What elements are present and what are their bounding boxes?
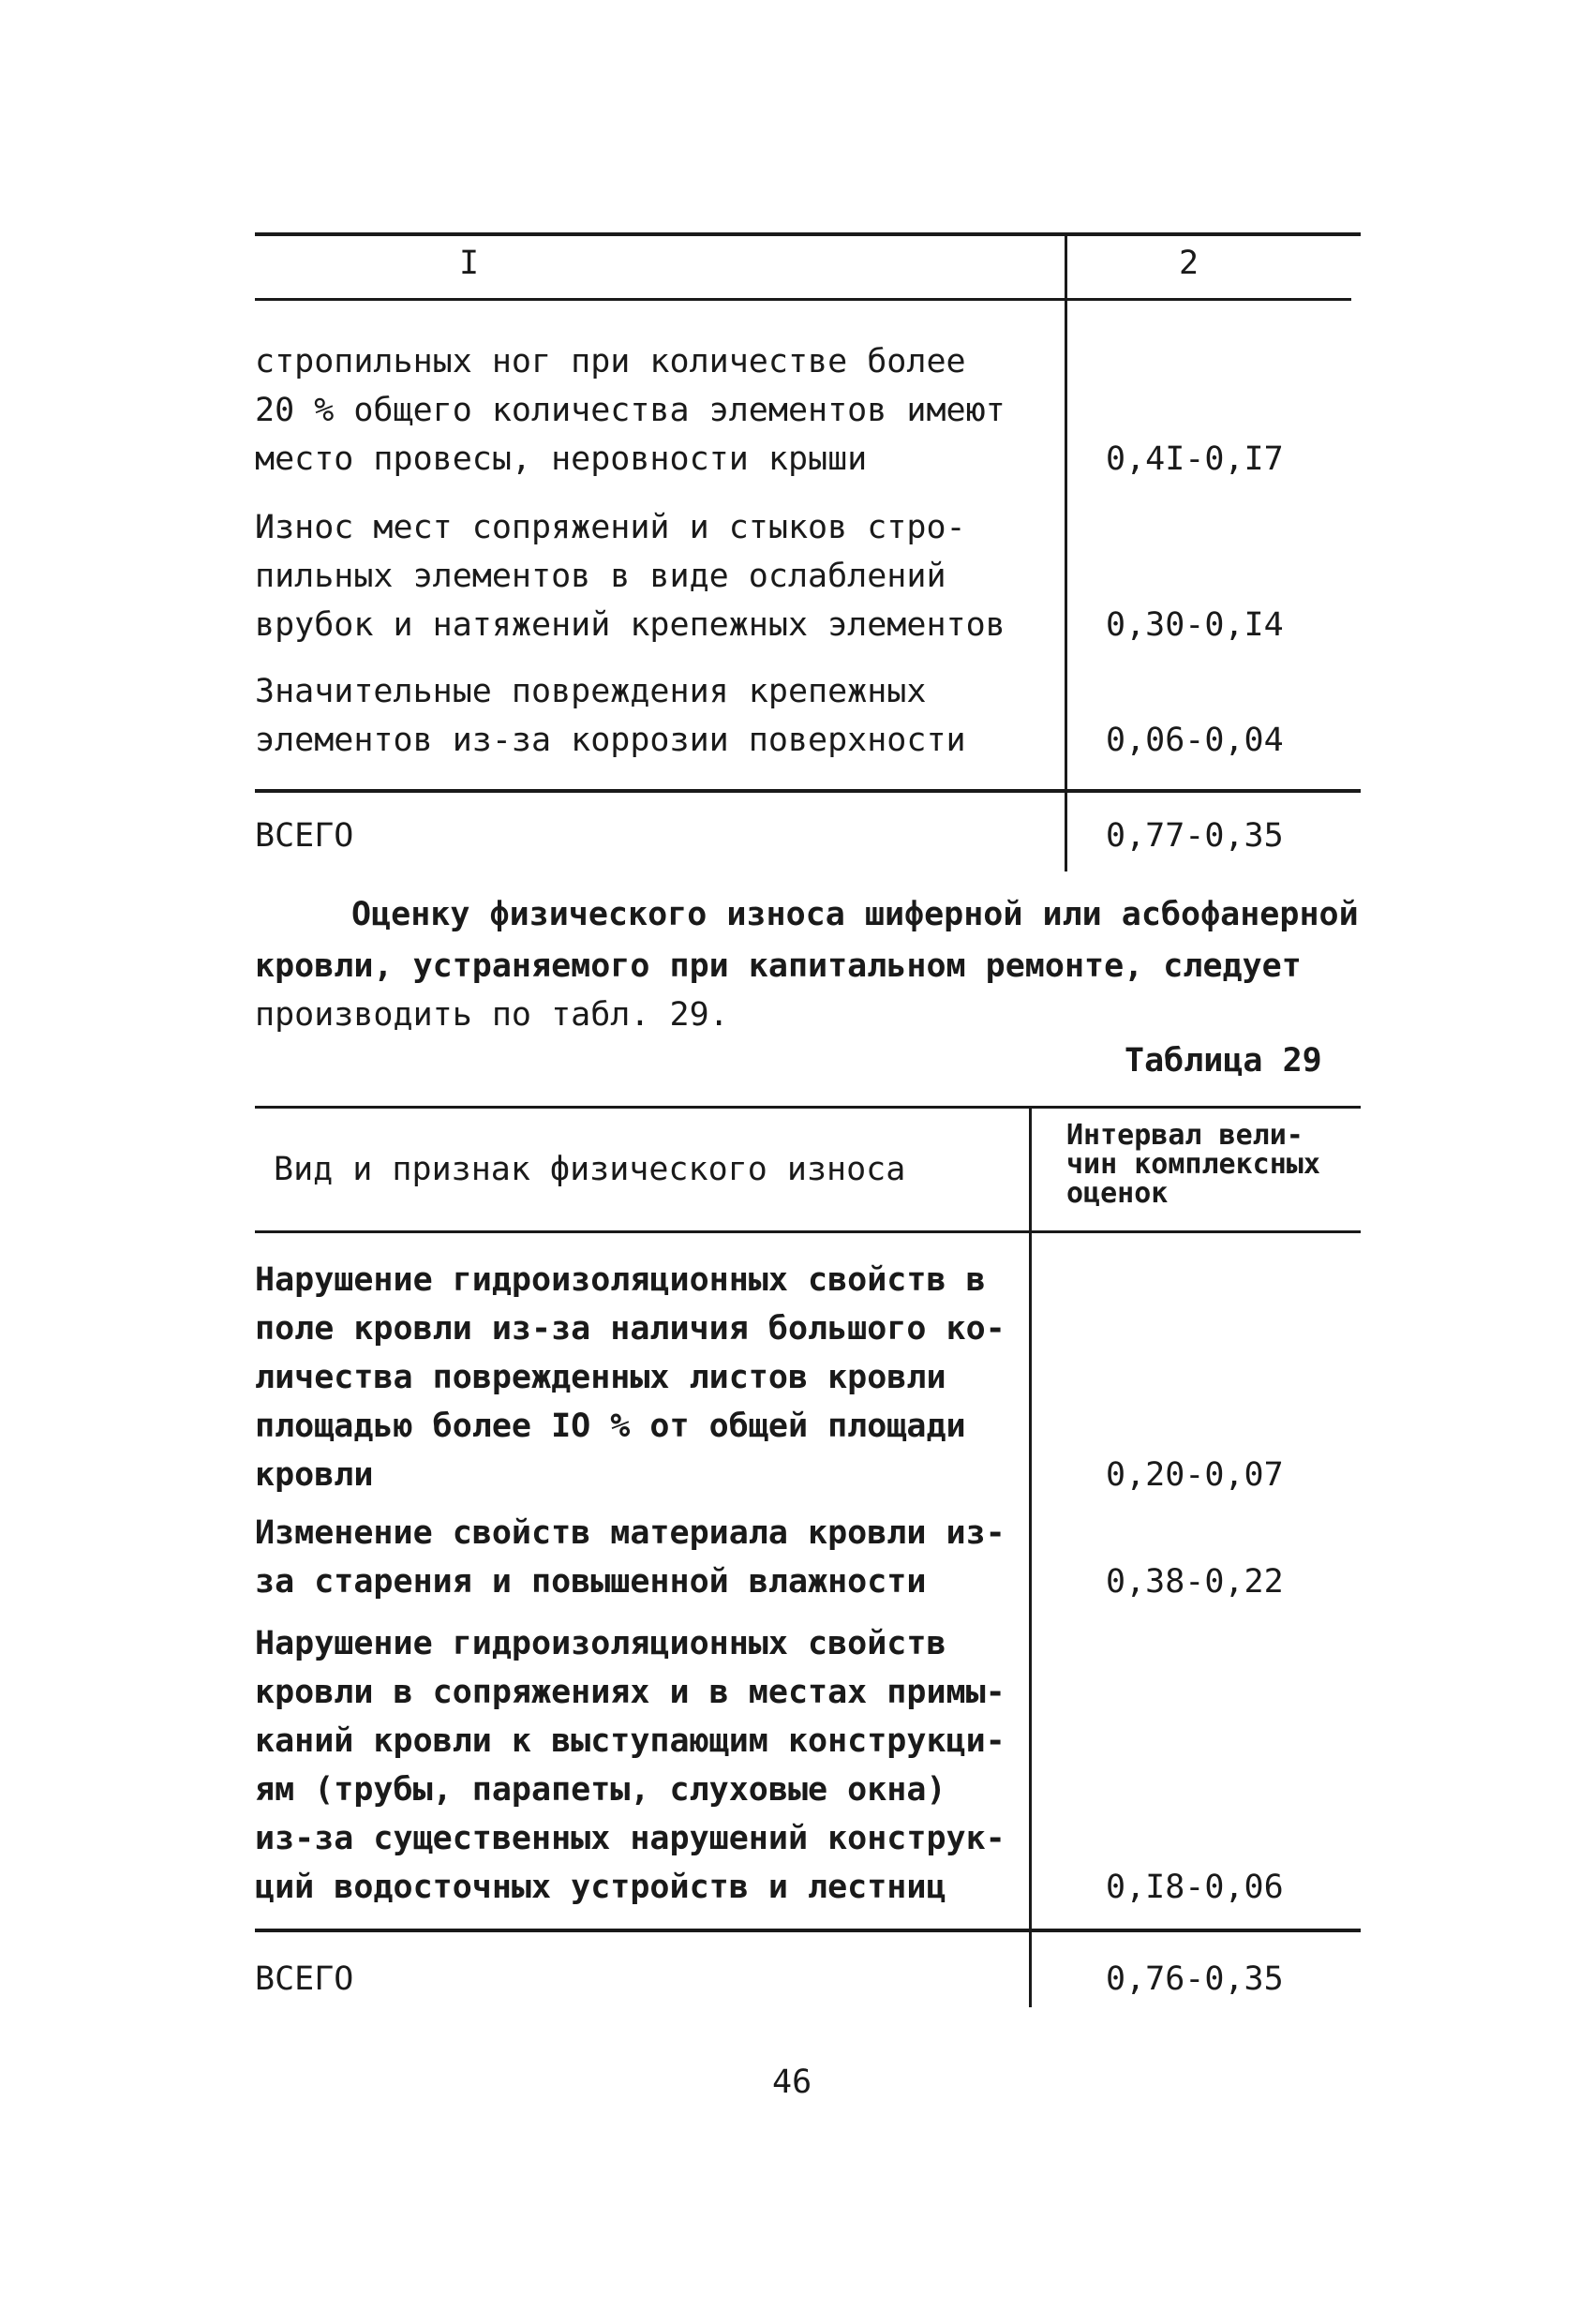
table2-caption: Таблица 29 bbox=[1125, 1042, 1322, 1080]
table2-header-col2: Интервал вели- чин комплексных оценок bbox=[1066, 1119, 1320, 1210]
table1-row-2-text: Износ мест сопряжений и стыков стро- пильных элементов в виде ослаблений врубок и натяжений крепежных элементов bbox=[255, 509, 1006, 644]
table1-header-col1: I bbox=[459, 245, 480, 282]
table2-top-rule bbox=[255, 1106, 1361, 1109]
table2-row-3-text: Нарушение гидроизоляционных свойств кровли в сопряжениях и в местах примы- каний кровли к выступающим конструкци- ям (трубы, парапеты, слуховые окна) из-за существенных нарушений конструк- ций водосточных устройств и лестниц bbox=[255, 1625, 1006, 1906]
paragraph-line-1: Оценку физического износа шиферной или асбофанерной bbox=[351, 896, 1359, 933]
paragraph-line-2: кровли, устраняемого при капитальном ремонте, следует bbox=[255, 947, 1302, 985]
table2-row-2-text: Изменение свойств материала кровли из- за старения и повышенной влажности bbox=[255, 1514, 1006, 1601]
table1-total-label: ВСЕГО bbox=[255, 817, 354, 855]
table1-column-divider bbox=[1065, 234, 1067, 872]
table1-total-value: 0,77-0,35 bbox=[1106, 817, 1284, 855]
table1-total-rule bbox=[255, 789, 1361, 793]
table2-total-value: 0,76-0,35 bbox=[1106, 1960, 1284, 1998]
table2-header-rule bbox=[255, 1230, 1361, 1233]
table2-row-2-value: 0,38-0,22 bbox=[1106, 1563, 1284, 1601]
table1-row-3-text: Значительные повреждения крепежных элементов из-за коррозии поверхности bbox=[255, 673, 966, 759]
table1-top-rule bbox=[255, 232, 1361, 236]
page-number: 46 bbox=[772, 2063, 812, 2101]
table1-row-1-value: 0,4I-0,I7 bbox=[1106, 440, 1284, 478]
table1-header-col2: 2 bbox=[1179, 245, 1199, 282]
table1-header-rule bbox=[255, 298, 1351, 301]
table2-column-divider bbox=[1029, 1108, 1032, 2007]
table2-row-1-value: 0,20-0,07 bbox=[1106, 1456, 1284, 1494]
table2-row-3-value: 0,I8-0,06 bbox=[1106, 1869, 1284, 1906]
table1-row-1-text: стропильных ног при количестве более 20 % общего количества элементов имеют место провесы, неровности крыши bbox=[255, 343, 1006, 478]
table2-total-label: ВСЕГО bbox=[255, 1960, 354, 1998]
table1-row-3-value: 0,06-0,04 bbox=[1106, 722, 1284, 759]
table2-total-rule bbox=[255, 1929, 1361, 1932]
table2-header-col1: Вид и признак физического износа bbox=[274, 1151, 906, 1188]
table1-row-2-value: 0,30-0,I4 bbox=[1106, 606, 1284, 644]
paragraph-line-3: производить по табл. 29. bbox=[255, 996, 729, 1034]
table2-row-1-text: Нарушение гидроизоляционных свойств в поле кровли из-за наличия большого ко- личества поврежденных листов кровли площадью более IO % от общей площади кровли bbox=[255, 1261, 1006, 1494]
